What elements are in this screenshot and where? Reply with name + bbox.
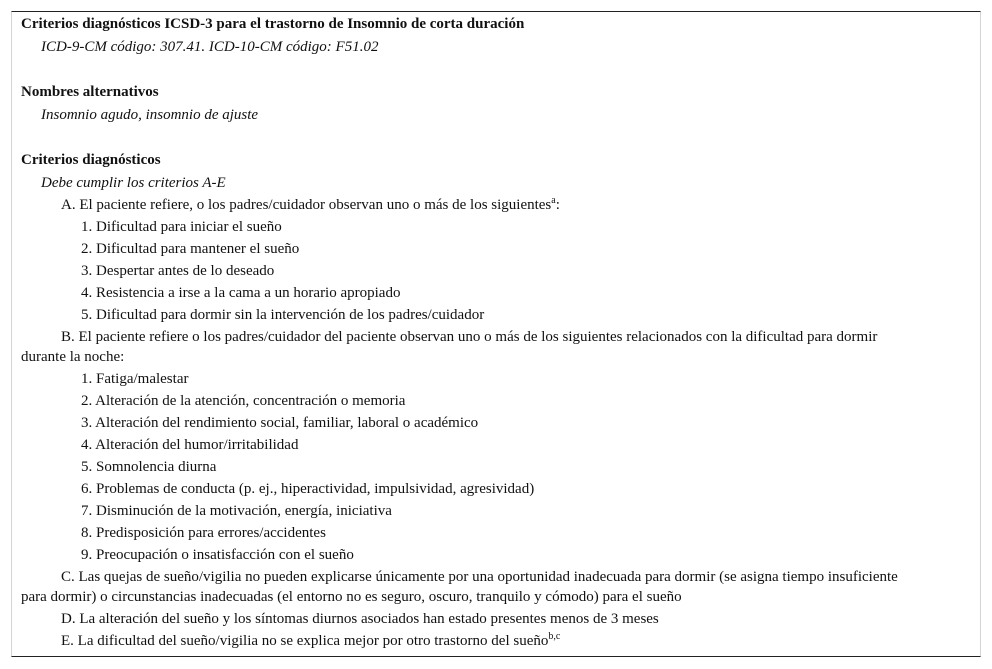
criterion-a-item: 4. Resistencia a irse a la cama a un horario apropiado bbox=[81, 285, 401, 301]
table-title: Criterios diagnósticos ICSD-3 para el trastorno de Insomnio de corta duración bbox=[21, 16, 525, 32]
criterion-b-item: 2. Alteración de la atención, concentración o memoria bbox=[81, 393, 406, 409]
criterion-b-item: 8. Predisposición para errores/accidentes bbox=[81, 525, 326, 541]
criteria-heading: Criterios diagnósticos bbox=[21, 152, 161, 168]
criterion-e-footnote: b,c bbox=[548, 631, 561, 642]
criterion-a-item: 3. Despertar antes de lo deseado bbox=[81, 263, 275, 279]
criterion-c-line2: para dormir) o circunstancias inadecuadas (el entorno no es seguro, oscuro, tranquilo y cómodo) para el sueño bbox=[21, 589, 682, 605]
criterion-a-item: 1. Dificultad para iniciar el sueño bbox=[81, 219, 282, 235]
criterion-a-colon: : bbox=[555, 197, 560, 213]
alt-names-heading: Nombres alternativos bbox=[21, 84, 159, 100]
criterion-b-item: 1. Fatiga/malestar bbox=[81, 371, 189, 387]
criterion-b-item: 4. Alteración del humor/irritabilidad bbox=[81, 437, 299, 453]
criterion-b-item: 5. Somnolencia diurna bbox=[81, 459, 217, 475]
criteria-intro: Debe cumplir los criterios A-E bbox=[41, 175, 226, 191]
criterion-a-text: A. El paciente refiere, o los padres/cuidador observan uno o más de los siguientes bbox=[61, 197, 552, 213]
criterion-a-item: 2. Dificultad para mantener el sueño bbox=[81, 241, 300, 257]
icd-codes: ICD-9-CM código: 307.41. ICD-10-CM código: F51.02 bbox=[41, 39, 379, 55]
criterion-c-line1: C. Las quejas de sueño/vigilia no pueden explicarse únicamente por una oportunidad inadecuada para dormir (se asigna tiempo insuficiente bbox=[61, 569, 898, 585]
criterion-e-text: E. La dificultad del sueño/vigilia no se explica mejor por otro trastorno del sueño bbox=[61, 633, 549, 649]
criterion-b-item: 7. Disminución de la motivación, energía, iniciativa bbox=[81, 503, 392, 519]
alt-names-text: Insomnio agudo, insomnio de ajuste bbox=[41, 107, 259, 123]
criterion-a-footnote: a bbox=[551, 195, 556, 206]
criterion-b-line1: B. El paciente refiere o los padres/cuidador del paciente observan uno o más de los siguientes relacionados con la dificultad para dormir bbox=[61, 329, 878, 345]
criterion-a bbox=[61, 196, 560, 214]
criterion-b-line2: durante la noche: bbox=[21, 349, 125, 365]
criterion-a-item: 5. Dificultad para dormir sin la intervención de los padres/cuidador bbox=[81, 307, 485, 323]
criterion-b-item: 6. Problemas de conducta (p. ej., hiperactividad, impulsividad, agresividad) bbox=[81, 481, 535, 497]
criterion-d: D. La alteración del sueño y los síntomas diurnos asociados han estado presentes menos de 3 meses bbox=[61, 611, 659, 627]
criterion-b-item: 9. Preocupación o insatisfacción con el sueño bbox=[81, 547, 354, 563]
criterion-e bbox=[61, 632, 560, 650]
criterion-b-item: 3. Alteración del rendimiento social, familiar, laboral o académico bbox=[81, 415, 479, 431]
